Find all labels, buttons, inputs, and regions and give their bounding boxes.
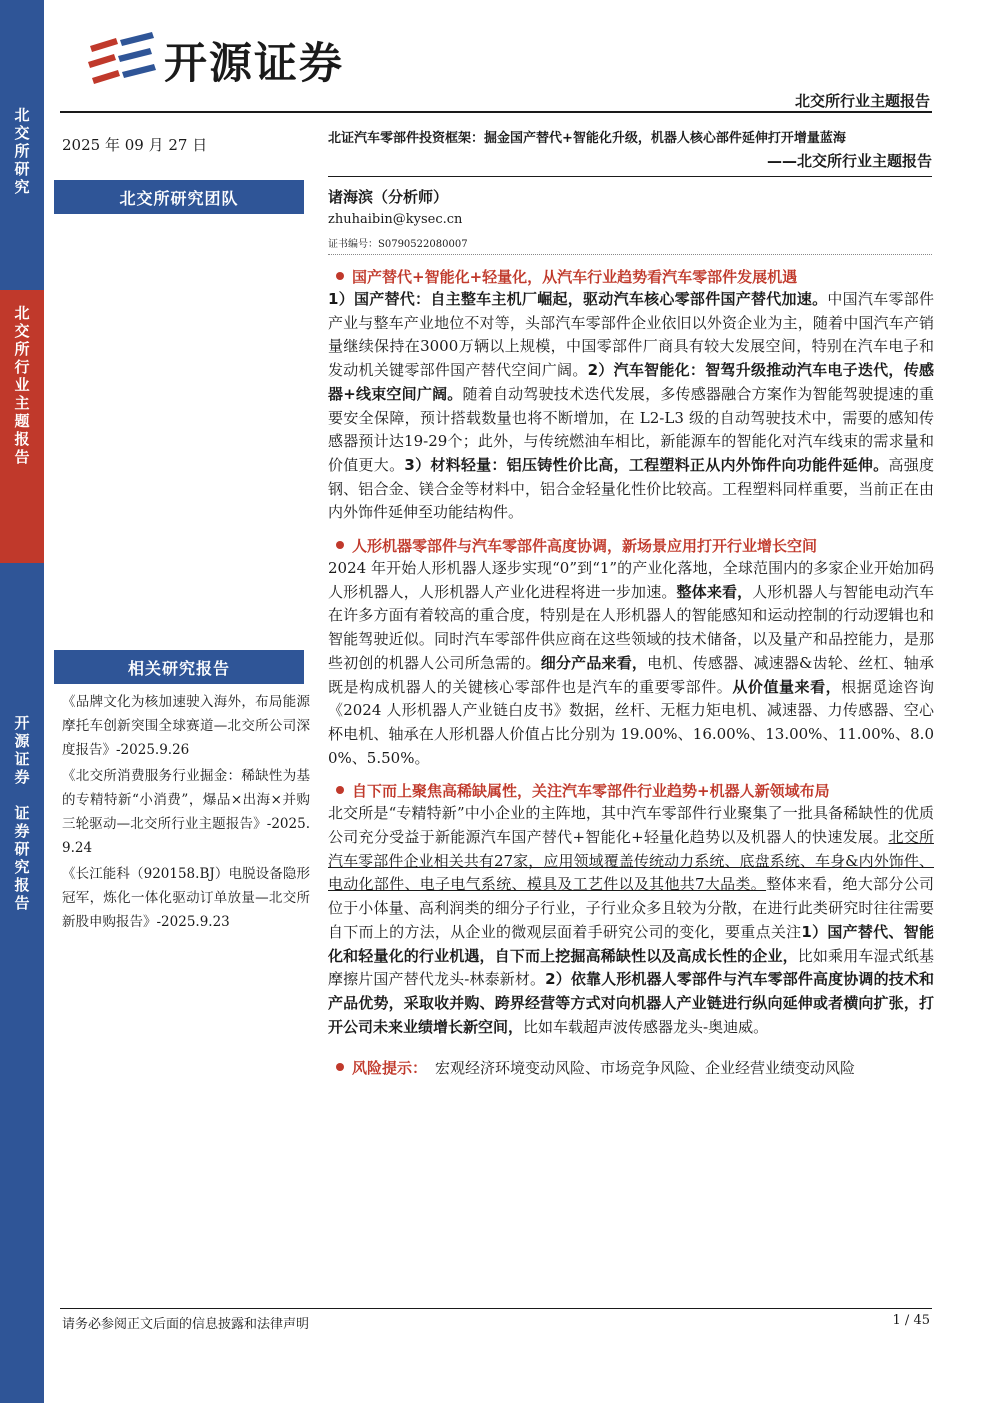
strip-char: 证 [14, 804, 30, 822]
body-text: 北交所汽车零部件企业相关共有27家，应用领域覆盖传统动力系统、底盘系统、车身&内外饰件、电动化部件、电子电气系统、模具及工艺件以及其他共7大品类。 [328, 828, 934, 894]
bullet-icon [336, 541, 344, 549]
section-heading-text: 国产替代+智能化+轻量化，从汽车行业趋势看汽车零部件发展机遇 [352, 267, 798, 286]
related-report-item[interactable]: 《品牌文化为核加速驶入海外，布局能源摩托车创新突围全球赛道—北交所公司深度报告》-2025.9.26 [62, 694, 310, 758]
strip-char: 开 [14, 714, 30, 732]
body-text: 比如车载超声波传感器龙头-奥迪威。 [523, 1017, 769, 1036]
logo-mark-icon [86, 32, 156, 88]
section-paragraph [328, 557, 934, 770]
analyst-email[interactable]: zhuhaibin@kysec.cn [328, 212, 463, 227]
header-divider [60, 111, 932, 113]
report-title: 北证汽车零部件投资框架：掘金国产替代+智能化升级，机器人核心部件延伸打开增量蓝海 [328, 131, 846, 146]
side-strip [0, 0, 44, 1403]
body-text: 整体来看，绝大部分公司位于小体量、高利润类的细分子行业，子行业众多且较为分散，在进行此类研究时往往需要自下而上的方法，从企业的微观层面着手研究公司的变化，要重点关注 [328, 875, 934, 941]
strip-char: 究 [14, 858, 30, 876]
team-box-title: 北交所研究团队 [54, 180, 304, 214]
strip-char: 报 [14, 876, 30, 894]
strip-char: 行 [14, 358, 30, 376]
emphasis-text: 1）国产替代、智能化和轻量化的行业机遇，自下而上挖掘高稀缺性以及高成长性的企业， [328, 922, 934, 965]
company-logo [86, 30, 344, 90]
strip-char: 源 [14, 732, 30, 750]
risk-text: 宏观经济环境变动风险、市场竞争风险、企业经营业绩变动风险 [435, 1058, 856, 1077]
body-text: 随着自动驾驶技术迭代发展，多传感器融合方案作为智能驾驶提速的重要安全保障，预计搭载数量也将不断增加，在 L2-L3 级的自动驾驶技术中，需要的感知传感器预计达19-29个；此外，与传统燃油车相比，新能源车的智能化对汽车线束的需求量和价值更大。 [328, 384, 934, 474]
risk-warning [328, 1055, 934, 1079]
strip-label-research [0, 92, 44, 287]
analyst-cert: 证书编号：S0790522080007 [328, 239, 468, 250]
strip-char: 报 [14, 430, 30, 448]
title-divider [328, 176, 932, 177]
emphasis-text: 2）依靠人形机器人零部件与汽车零部件高度协调的技术和产品优势，采取收并购、跨界经营等方式对向机器人产业链进行纵向延伸或者横向扩张，打开公司未来业绩增长新空间， [328, 970, 934, 1036]
body-text: 根据觅途咨询《2024 人形机器人产业链白皮书》数据，丝杆、无框力矩电机、减速器、力传感器、空心杯电机、轴承在人形机器人价值占比分别为 19.00%、16.00%、13.00%、11.00%、8.00%、5.50%。 [328, 677, 934, 767]
body-text: 中国汽车零部件产业与整车产业地位不对等，头部汽车零部件企业依旧以外资企业为主，随着中国汽车产销量继续保持在3000万辆以上规模，中国零部件厂商具有较大发展空间，特别在汽车电子和发动机关键零部件国产替代空间广阔。 [328, 290, 934, 380]
section-paragraph [328, 802, 934, 1039]
section-heading [328, 264, 934, 288]
bullet-icon [336, 786, 344, 794]
strip-char: 主 [14, 394, 30, 412]
related-reports-list [62, 690, 310, 936]
risk-label: 风险提示： [352, 1058, 428, 1077]
page-number: 1 / 45 [892, 1313, 930, 1328]
strip-char: 交 [14, 322, 30, 340]
footer-divider [60, 1308, 932, 1309]
body-text: 电机、传感器、减速器&齿轮、丝杠、轴承既是构成机器人的关键核心零部件也是汽车的重要零部件。 [328, 653, 934, 696]
emphasis-text: 细分产品来看， [540, 653, 648, 672]
bullet-icon [336, 272, 344, 280]
strip-label-brand [0, 700, 44, 920]
related-report-item[interactable]: 《北交所消费服务行业掘金：稀缺性为基的专精特新“小消费”，爆品×出海×并购三轮驱动—北交所行业主题报告》-2025.9.24 [62, 768, 310, 856]
strip-label-report-type [0, 290, 44, 563]
strip-char: 北 [14, 106, 30, 124]
analyst-divider [328, 254, 932, 255]
logo-text: 开源证券 [164, 38, 344, 89]
footer-disclaimer: 请务必参阅正文后面的信息披露和法律声明 [62, 1317, 310, 1332]
section-heading [328, 778, 934, 802]
emphasis-text: 从价值量来看， [732, 677, 842, 696]
related-report-item[interactable]: 《长江能科（920158.BJ）电脱设备隐形冠军，炼化一体化驱动订单放量—北交所新股申购报告》-2025.9.23 [62, 866, 310, 930]
emphasis-text: 1）国产替代：自主整车主机厂崛起，驱动汽车核心零部件国产替代加速。 [328, 290, 828, 308]
emphasis-text: 2）汽车智能化：智驾升级推动汽车电子迭代，传感器+线束空间广阔。 [328, 361, 934, 403]
strip-char: 研 [14, 840, 30, 858]
strip-char: 究 [14, 178, 30, 196]
strip-char: 所 [14, 142, 30, 160]
strip-char: 交 [14, 124, 30, 142]
strip-char: 告 [14, 448, 30, 466]
strip-char: 题 [14, 412, 30, 430]
report-subtitle: ——北交所行业主题报告 [766, 152, 932, 170]
strip-char: 所 [14, 340, 30, 358]
strip-char: 券 [14, 768, 30, 786]
body-text: 比如乘用车湿式纸基摩擦片国产替代龙头-林泰新材。 [328, 946, 934, 989]
emphasis-text: 整体来看， [676, 582, 753, 601]
strip-char: 券 [14, 822, 30, 840]
related-box-title: 相关研究报告 [54, 650, 304, 684]
body-text: 人形机器人与智能电动汽车在许多方面有着较高的重合度，特别是在人形机器人的智能感知和运动控制的行动逻辑也和智能驾驶近似。同时汽车零部件供应商在这些领域的技术储备，以及量产和品控能力，是那些初创的机器人公司所急需的。 [328, 582, 934, 672]
report-type: 北交所行业主题报告 [794, 92, 930, 110]
strip-char: 告 [14, 894, 30, 912]
section-heading-text: 人形机器零部件与汽车零部件高度协调，新场景应用打开行业增长空间 [352, 536, 818, 555]
body-text: 高强度钢、铝合金、镁合金等材料中，铝合金轻量化性价比较高。工程塑料同样重要，当前正在由内外饰件延伸至功能结构件。 [328, 455, 934, 522]
strip-char: 北 [14, 304, 30, 322]
emphasis-text: 3）材料轻量：铝压铸性价比高，工程塑料正从内外饰件向功能件延伸。 [404, 455, 889, 474]
strip-char: 业 [14, 376, 30, 394]
strip-char: 证 [14, 750, 30, 768]
section-heading [328, 533, 934, 557]
strip-char: 研 [14, 160, 30, 178]
report-body [328, 262, 934, 1079]
section-paragraph [328, 288, 934, 525]
bullet-icon [336, 1063, 344, 1071]
strip-char [19, 786, 24, 804]
body-text: 北交所是“专精特新”中小企业的主阵地，其中汽车零部件行业聚集了一批具备稀缺性的优质公司充分受益于新能源汽车国产替代+智能化+轻量化趋势以及机器人的快速发展。 [328, 804, 934, 847]
body-text: 2024 年开始人形机器人逐步实现“0”到“1”的产业化落地，全球范围内的多家企业开始加码人形机器人，人形机器人产业化进程将进一步加速。 [328, 559, 934, 601]
report-date: 2025 年 09 月 27 日 [62, 136, 208, 154]
section-heading-text: 自下而上聚焦高稀缺属性，关注汽车零部件行业趋势+机器人新领域布局 [352, 781, 830, 800]
analyst-name: 诸海滨（分析师） [328, 188, 449, 206]
